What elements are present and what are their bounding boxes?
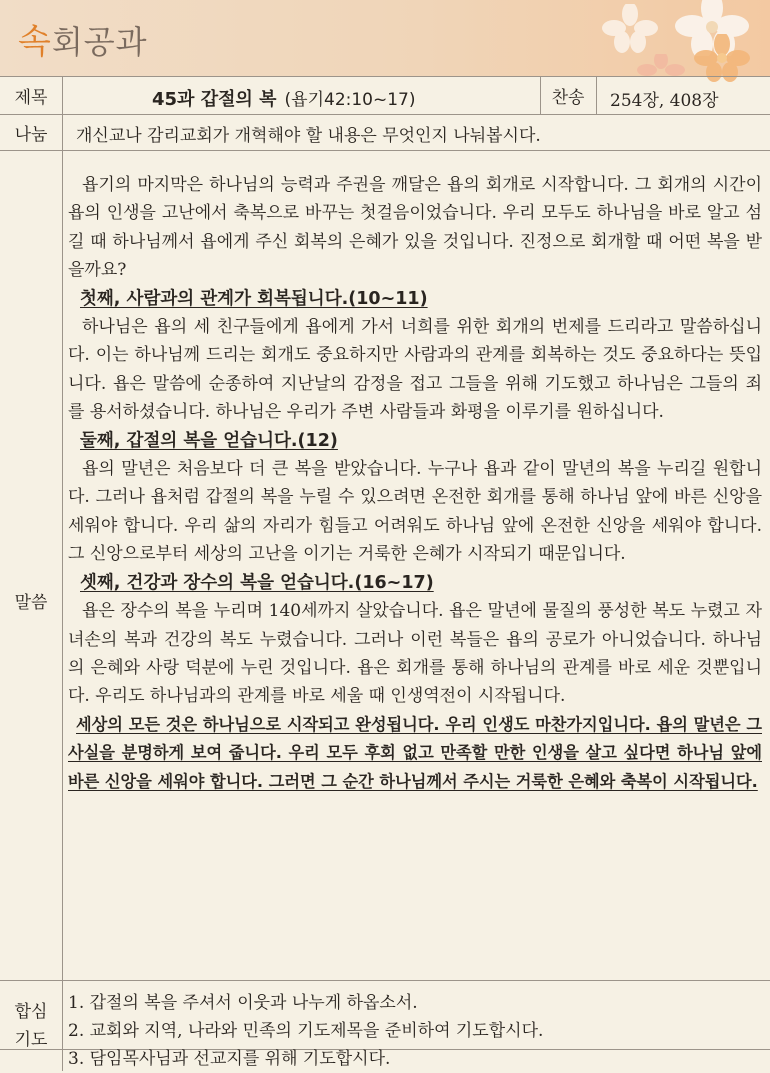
flower-decoration-orange	[692, 34, 752, 82]
hymn-label: 찬송	[551, 88, 585, 108]
header-title-first-char: 속	[18, 22, 52, 62]
prayer-row	[0, 980, 770, 1071]
share-row-label: 나눔	[0, 114, 63, 150]
share-question: 개신교나 감리교회가 개혁해야 할 내용은 무엇인지 나눠봅시다.	[76, 126, 541, 146]
prayer-item: 3. 담임목사님과 선교지를 위해 기도합시다.	[68, 1049, 391, 1069]
flower-decoration-small	[600, 4, 660, 54]
lesson-title-text: 45과 갑절의 복	[152, 89, 277, 110]
prayer-row-label	[0, 981, 63, 1071]
prayer-label-line2: 기도	[14, 1030, 48, 1050]
prayer-item: 2. 교회와 지역, 나라와 민족의 기도제목을 준비하여 기도합시다.	[68, 1021, 544, 1041]
point-text-3: 욥은 장수의 복을 누리며 140세까지 살았습니다. 욥은 말년에 물질의 풍성한 복도 누렸고 자녀손의 복과 건강의 복도 누렸습니다. 그러나 이런 복들은 욥의 공로가 아니었습니다. 하나님의 은혜와 사랑 덕분에 누린 것입니다. 욥은 회개를 통해 하나님의 관계를 바로 세운 것뿐입니다. 우리도 하나님과의 관계를 바로 세울 때 인생역전이 시작됩니다.	[68, 601, 762, 707]
title-row-label: 제목	[0, 77, 63, 114]
point-heading-3: 셋째, 건강과 장수의 복을 얻습니다.(16~17)	[80, 572, 434, 593]
point-heading-2: 둘째, 갑절의 복을 얻습니다.(12)	[80, 430, 338, 451]
hymn-value: 254장, 408장	[610, 91, 719, 111]
sermon-body	[68, 171, 762, 796]
word-row-label: 말씀	[0, 151, 63, 1049]
title-row	[0, 76, 770, 115]
point-text-2: 욥의 말년은 처음보다 더 큰 복을 받았습니다. 누구나 욥과 같이 말년의 복을 누리길 원합니다. 그러나 욥처럼 갑절의 복을 누릴 수 있으려면 온전한 회개를 통해 하나님 앞에 바른 신앙을 세워야 합니다. 우리 삶의 자리가 힘들고 어려워도 하나님 앞에 온전한 신앙을 세워야 합니다. 그 신앙으로부터 세상의 고난을 이기는 거룩한 은혜가 시작되기 때문입니다.	[68, 459, 762, 565]
share-row	[0, 114, 770, 151]
prayer-list	[68, 989, 543, 1073]
page-header	[0, 0, 770, 76]
word-row	[0, 151, 770, 1050]
flower-decoration-pink	[636, 54, 686, 76]
divider	[596, 77, 597, 114]
sermon-conclusion: 세상의 모든 것은 하나님으로 시작되고 완성됩니다. 우리 인생도 마찬가지입니다. 욥의 말년은 그 사실을 분명하게 보여 줍니다. 우리 모두 후회 없고 만족할 만한 인생을 살고 싶다면 하나님 앞에 바른 신앙을 세워야 합니다. 그러면 그 순간 하나님께서 주시는 거룩한 은혜와 축복이 시작됩니다.	[68, 714, 762, 791]
prayer-item: 1. 갑절의 복을 주셔서 이웃과 나누게 하옵소서.	[68, 993, 418, 1013]
point-heading-1: 첫째, 사람과의 관계가 회복됩니다.(10~11)	[80, 288, 428, 309]
page-header-title	[18, 14, 148, 63]
lesson-reference: (욥기42:10~17)	[284, 90, 416, 110]
lesson-title	[152, 85, 416, 111]
point-text-1: 하나님은 욥의 세 친구들에게 욥에게 가서 너희를 위한 회개의 번제를 드리라고 말씀하십니다. 이는 하나님께 드리는 회개도 중요하지만 사람과의 관계를 회복하는 것도 중요하다는 뜻입니다. 욥은 말씀에 순종하여 지난날의 감정을 접고 그들을 위해 기도했고 하나님은 그들의 죄를 용서하셨습니다. 하나님은 우리가 주변 사람들과 화평을 이루기를 원하십니다.	[68, 317, 762, 423]
lesson-table	[0, 76, 770, 1071]
prayer-label-line1: 합심	[14, 1002, 48, 1022]
header-title-rest: 회공과	[51, 23, 148, 61]
sermon-intro: 욥기의 마지막은 하나님의 능력과 주권을 깨달은 욥의 회개로 시작합니다. 그 회개의 시간이 욥의 인생을 고난에서 축복으로 바꾸는 첫걸음이었습니다. 우리 모두도 하나님을 바로 알고 섬길 때 하나님께서 욥에게 주신 회복의 은혜가 있을 것입니다. 진정으로 회개할 때 어떤 복을 받을까요?	[68, 175, 762, 281]
